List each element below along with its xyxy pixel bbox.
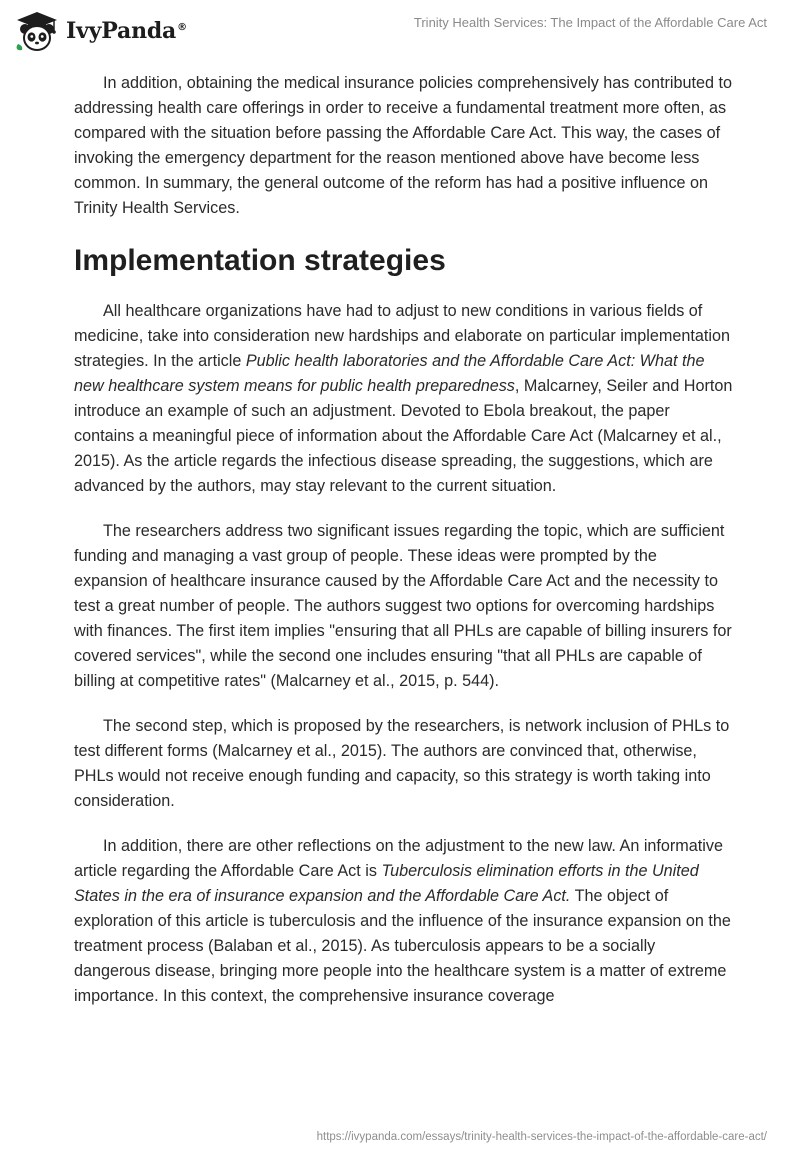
paragraph-tuberculosis [74,834,734,1009]
paragraph-text: In addition, there are other reflections on the adjustment to the new law. An informative article regarding the Affordable Care Act is [74,837,723,880]
paragraph-text: , Malcarney, Seiler and Horton introduce an example of such an adjustment. Devoted to Ebola breakout, the paper contains a meaningful piece of information about the Affordable Care Act (Malcarney et al., 2015). As the article regards the infectious disease spreading, the suggestions, which are advanced by the authors, may stay relevant to the current situation. [74,377,733,495]
paragraph-intro: In addition, obtaining the medical insurance policies comprehensively has contributed to addressing health care offerings in order to receive a fundamental treatment more often, as compared with the situation before passing the Affordable Care Act. This way, the cases of invoking the emergency department for the reason mentioned above have become less common. In summary, the general outcome of the reform has had a positive influence on Trinity Health Services. [74,74,732,217]
essay-content [74,71,734,1029]
registered-mark: ® [177,21,187,33]
panda-graduate-icon [14,10,60,52]
document-title: Trinity Health Services: The Impact of the Affordable Care Act [413,15,767,30]
paragraph-funding: The researchers address two significant issues regarding the topic, which are sufficient funding and managing a vast group of people. These ideas were prompted by the expansion of healthcare insurance caused by the Affordable Care Act and the necessity to test a great number of people. The authors suggest two options for overcoming hardships with finances. The first item implies "ensuring that all PHLs are capable of billing insurers for covered services", while the second one includes ensuring "that all PHLs are capable of billing at competitive rates" (Malcarney et al., 2015, p. 544). [74,522,732,690]
paragraph-strategies [74,299,734,499]
logo[interactable] [14,10,187,52]
article-title: Public health laboratories and the Affordable Care Act: What the new healthcare system means for public health preparedness [74,352,705,395]
source-url[interactable]: https://ivypanda.com/essays/trinity-health-services-the-impact-of-the-affordable-care-act/ [316,1131,767,1143]
section-heading: Implementation strategies [74,244,446,277]
paragraph-text: The object of exploration of this article is tuberculosis and the influence of the insurance expansion on the treatment process (Balaban et al., 2015). As tuberculosis appears to be a socially dangerous disease, bringing more people into the healthcare system is a matter of extreme importance. In this context, the comprehensive insurance coverage [74,887,731,1005]
article-title: Tuberculosis elimination efforts in the United States in the era of insurance expansion and the Affordable Care Act. [74,862,699,905]
paragraph-second-step: The second step, which is proposed by the researchers, is network inclusion of PHLs to test different forms (Malcarney et al., 2015). The authors are convinced that, otherwise, PHLs would not receive enough funding and capacity, so this strategy is worth taking into consideration. [74,717,730,810]
page-header [0,0,800,64]
paragraph-text: All healthcare organizations have had to adjust to new conditions in various fields of medicine, take into consideration new hardships and elaborate on particular implementation strategies. In the article [74,302,730,370]
logo-text: IvyPanda® [66,18,187,44]
